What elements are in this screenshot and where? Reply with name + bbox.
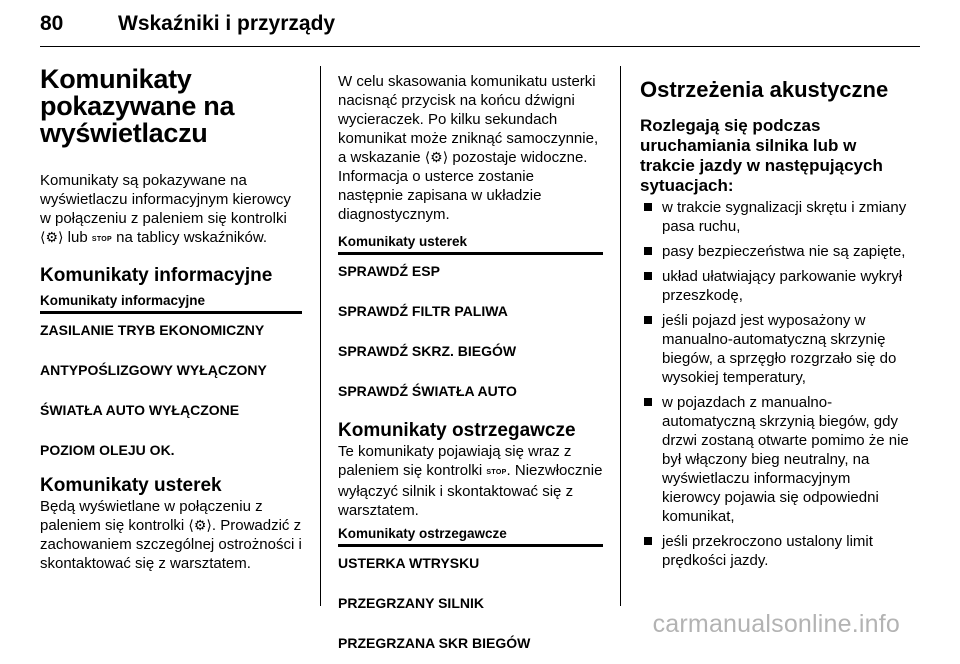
bullet-square-icon bbox=[644, 247, 652, 255]
bullet-square-icon bbox=[644, 203, 652, 211]
list-item: pasy bezpieczeństwa nie są zapięte, bbox=[640, 242, 910, 261]
bullet-square-icon bbox=[644, 316, 652, 324]
reset-paragraph: W celu skasowania komunikatu usterki nacisnąć przycisk na końcu dźwigni wycieraczek. Po kilku sekundach komunikat może zniknąć samoczynnie, a wskazanie ⟨⚙⟩ pozostaje widoczne. Informacja o usterce zostanie następnie zapisana w układzie diagnostycznym. bbox=[338, 73, 599, 223]
table-row: SPRAWDŹ FILTR PALIWA bbox=[338, 303, 508, 319]
table-row: POZIOM OLEJU OK. bbox=[40, 442, 175, 458]
bullet-square-icon bbox=[644, 537, 652, 545]
table-row: SPRAWDŹ ESP bbox=[338, 263, 440, 279]
section-title: Wskaźniki i przyrządy bbox=[118, 12, 336, 35]
table-header: Komunikaty ostrzegawcze bbox=[338, 526, 603, 547]
stop-icon: STOP bbox=[91, 236, 112, 243]
wrench-warning-icon: ⟨⚙⟩ bbox=[424, 149, 449, 165]
wrench-warning-icon: ⟨⚙⟩ bbox=[40, 229, 64, 245]
faults-paragraph: Będą wyświetlane w połączeniu z paleniem się kontrolki ⟨⚙⟩. Prowadzić z zachowaniem szczególnej ostrożności i skontaktować się z warsztatem. bbox=[40, 498, 302, 572]
info-messages-heading: Komunikaty informacyjne bbox=[40, 265, 273, 286]
table-row: USTERKA WTRYSKU bbox=[338, 555, 480, 571]
column-divider bbox=[320, 66, 321, 606]
table-row: ŚWIATŁA AUTO WYŁĄCZONE bbox=[40, 402, 240, 418]
table-row: ANTYPOŚLIZGOWY WYŁĄCZONY bbox=[40, 362, 267, 378]
header-rule bbox=[40, 46, 920, 47]
page-header bbox=[40, 12, 920, 46]
list-item: jeśli pojazd jest wyposażony w manualno-automatyczną skrzynię biegów, a sprzęgło rozgrzało się do wysokiej temperatury, bbox=[640, 311, 910, 387]
warning-messages-table bbox=[338, 526, 603, 664]
bullet-square-icon bbox=[644, 272, 652, 280]
main-heading: Komunikaty pokazywane na wyświetlaczu bbox=[40, 64, 235, 148]
list-item: w pojazdach z manualno-automatyczną skrzynią biegów, gdy drzwi zostaną otwarte pomimo że nie był włączony bieg neutralny, na wyświetlaczu informacyjnym kierowcy pojawia się odpowiedni komunikat, bbox=[640, 393, 910, 526]
bullet-square-icon bbox=[644, 398, 652, 406]
column-2 bbox=[338, 72, 603, 664]
acoustic-warnings-list bbox=[640, 198, 910, 570]
table-header: Komunikaty informacyjne bbox=[40, 293, 302, 314]
page-number: 80 bbox=[40, 12, 64, 35]
intro-paragraph: Komunikaty są pokazywane na wyświetlaczu informacyjnym kierowcy w połączeniu z paleniem się kontrolki ⟨⚙⟩ lub STOP na tablicy wskaźników. bbox=[40, 171, 302, 249]
warning-messages-heading: Komunikaty ostrzegawcze bbox=[338, 420, 576, 441]
table-row: SPRAWDŹ ŚWIATŁA AUTO bbox=[338, 383, 517, 399]
table-row: SPRAWDŹ SKRZ. BIEGÓW bbox=[338, 343, 517, 359]
table-row: PRZEGRZANA SKR BIEGÓW bbox=[338, 635, 531, 651]
table-row: ZASILANIE TRYB EKONOMICZNY bbox=[40, 322, 265, 338]
column-3 bbox=[640, 78, 910, 576]
warning-paragraph: Te komunikaty pojawiają się wraz z paleniem się kontrolki STOP. Niezwłocznie wyłączyć silnik i skontaktować się z warsztatem. bbox=[338, 443, 603, 519]
column-1 bbox=[40, 66, 302, 573]
acoustic-warnings-subheading: Rozlegają się podczas uruchamiania silnika lub w trakcie jazdy w następujących sytuacjach: bbox=[640, 116, 883, 195]
list-item: układ ułatwiający parkowanie wykrył przeszkodę, bbox=[640, 267, 910, 305]
wrench-warning-icon: ⟨⚙⟩ bbox=[188, 517, 212, 533]
stop-icon: STOP bbox=[486, 469, 507, 476]
list-item: jeśli przekroczono ustalony limit prędkości jazdy. bbox=[640, 532, 910, 570]
fault-messages-heading: Komunikaty usterek bbox=[40, 475, 222, 496]
watermark: carmanualsonline.info bbox=[652, 610, 900, 638]
table-row: PRZEGRZANY SILNIK bbox=[338, 595, 484, 611]
acoustic-warnings-heading: Ostrzeżenia akustyczne bbox=[640, 77, 889, 102]
fault-messages-table bbox=[338, 234, 603, 412]
info-messages-table bbox=[40, 293, 302, 471]
table-header: Komunikaty usterek bbox=[338, 234, 603, 255]
column-divider bbox=[620, 66, 621, 606]
list-item: w trakcie sygnalizacji skrętu i zmiany pasa ruchu, bbox=[640, 198, 910, 236]
